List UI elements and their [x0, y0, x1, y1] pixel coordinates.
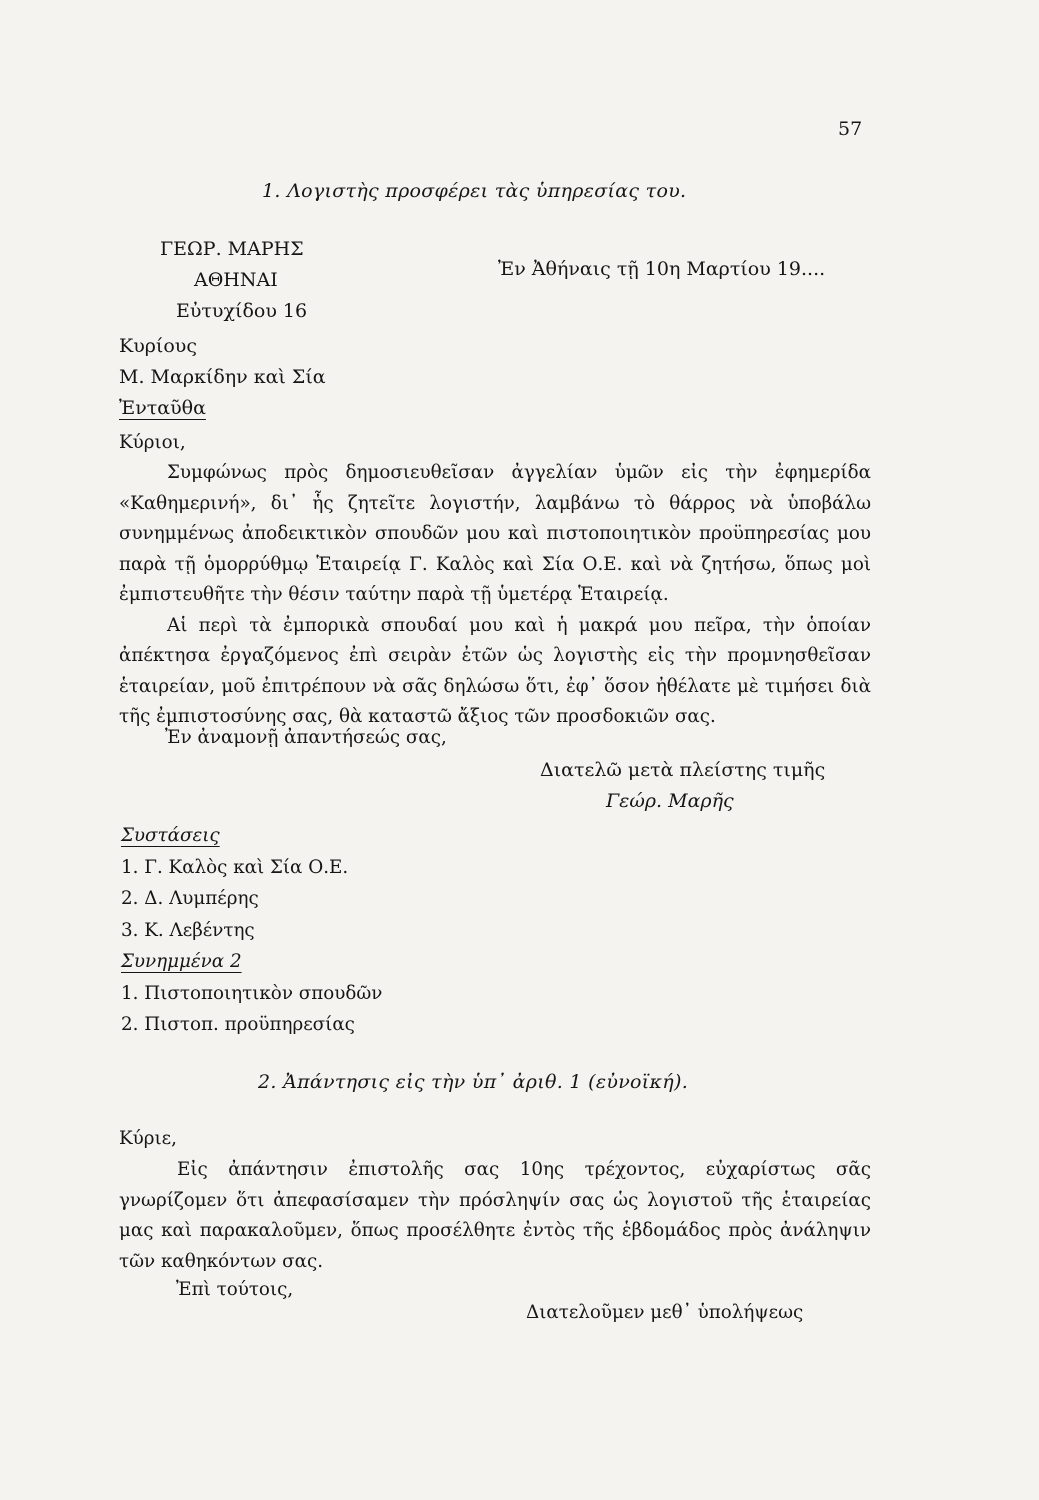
salutation-1: Κύριοι,: [119, 432, 186, 453]
addressee-line-2: Μ. Μαρκίδην καὶ Σία: [119, 366, 326, 388]
page-number: 57: [838, 118, 863, 140]
addressee-block: [119, 331, 326, 424]
reference-item: 3. Κ. Λεβέντης: [121, 919, 255, 941]
enclosures-title: Συνημμένα 2: [121, 951, 242, 972]
after-line-2: Ἐπὶ τούτοις,: [176, 1279, 294, 1300]
letter-1-paragraph: Συμφώνως πρὸς δημοσιευθεῖσαν ἀγγελίαν ὑμῶν εἰς τὴν ἐφημερίδα «Καθημερινή», δι᾽ ἧς ζητεῖτε λογιστήν, λαμβάνω τὸ θάρρος νὰ ὑποβάλω συνημμένως ἀποδεικτικὸν σπουδῶν μου καὶ πιστοποιητικὸν προϋπηρεσίας μου παρὰ τῇ ὁμορρύθμῳ Ἑταιρείᾳ Γ. Καλὸς καὶ Σία Ο.Ε. καὶ νὰ ζητήσω, ὅπως μοὶ ἐμπιστευθῆτε τὴν θέσιν ταύτην παρὰ τῇ ὑμετέρᾳ Ἑταιρείᾳ.: [119, 462, 871, 605]
references-and-enclosures: [121, 820, 382, 1041]
sender-block: [160, 234, 307, 327]
enclosure-item: 2. Πιστοπ. προϋπηρεσίας: [121, 1014, 355, 1035]
salutation-2: Κύριε,: [119, 1128, 177, 1149]
closing-2: Διατελοῦμεν μεθ᾽ ὑπολήψεως: [526, 1302, 804, 1323]
sender-city: ΑΘΗΝΑΙ: [194, 269, 278, 291]
closing-block-1: [540, 755, 825, 817]
closing-1: Διατελῶ μετὰ πλείστης τιμῆς: [540, 759, 826, 781]
addressee-line-1: Κυρίους: [119, 335, 197, 357]
date-line: Ἐν Ἀθήναις τῇ 10η Μαρτίου 19....: [498, 258, 826, 280]
letter-2-paragraph: Εἰς ἀπάντησιν ἐπιστολῆς σας 10ης τρέχοντος, εὐχαρίστως σᾶς γνωρίζομεν ὅτι ἀπεφασίσαμεν τὴν πρόσληψίν σας ὡς λογιστοῦ τῆς ἑταιρείας μας καὶ παρακαλοῦμεν, ὅπως προσέλθητε ἐντὸς τῆς ἑβδομάδος πρὸς ἀνάληψιν τῶν καθηκόντων σας.: [119, 1159, 871, 1272]
letter-1-paragraph: Αἱ περὶ τὰ ἐμπορικὰ σπουδαί μου καὶ ἡ μακρά μου πεῖρα, τὴν ὁποίαν ἀπέκτησα ἐργαζόμενος ἐπὶ σειρὰν ἐτῶν ὡς λογιστὴς εἰς τὴν προμνησθεῖσαν ἑταιρείαν, μοῦ ἐπιτρέπουν νὰ σᾶς δηλώσω ὅτι, ἐφ᾽ ὅσον ἠθέλατε μὲ τιμήσει διὰ τῆς ἐμπιστοσύνης σας, θὰ καταστῶ ἄξιος τῶν προσδοκιῶν σας.: [119, 614, 871, 727]
enclosure-item: 1. Πιστοποιητικὸν σπουδῶν: [121, 982, 383, 1004]
references-title: Συστάσεις: [121, 825, 220, 846]
letter-2-body: [119, 1155, 871, 1277]
section-title-1: 1. Λογιστὴς προσφέρει τὰς ὑπηρεσίας του.: [262, 180, 687, 202]
addressee-line-3: Ἐνταῦθα: [119, 397, 206, 419]
letter-1-body: [119, 458, 871, 733]
sender-street: Εὐτυχίδου 16: [176, 300, 308, 322]
awaiting-line: Ἐν ἀναμονῇ ἀπαντήσεώς σας,: [165, 727, 447, 748]
sender-name: ΓΕΩΡ. ΜΑΡΗΣ: [160, 238, 304, 260]
reference-item: 2. Δ. Λυμπέρης: [121, 888, 259, 909]
reference-item: 1. Γ. Καλὸς καὶ Σία Ο.Ε.: [121, 856, 349, 878]
section-title-2: 2. Ἀπάντησις εἰς τὴν ὑπ᾽ ἀριθ. 1 (εὐνοϊκή).: [258, 1071, 689, 1093]
signature-1: Γεώρ. Μαρῆς: [606, 790, 734, 812]
